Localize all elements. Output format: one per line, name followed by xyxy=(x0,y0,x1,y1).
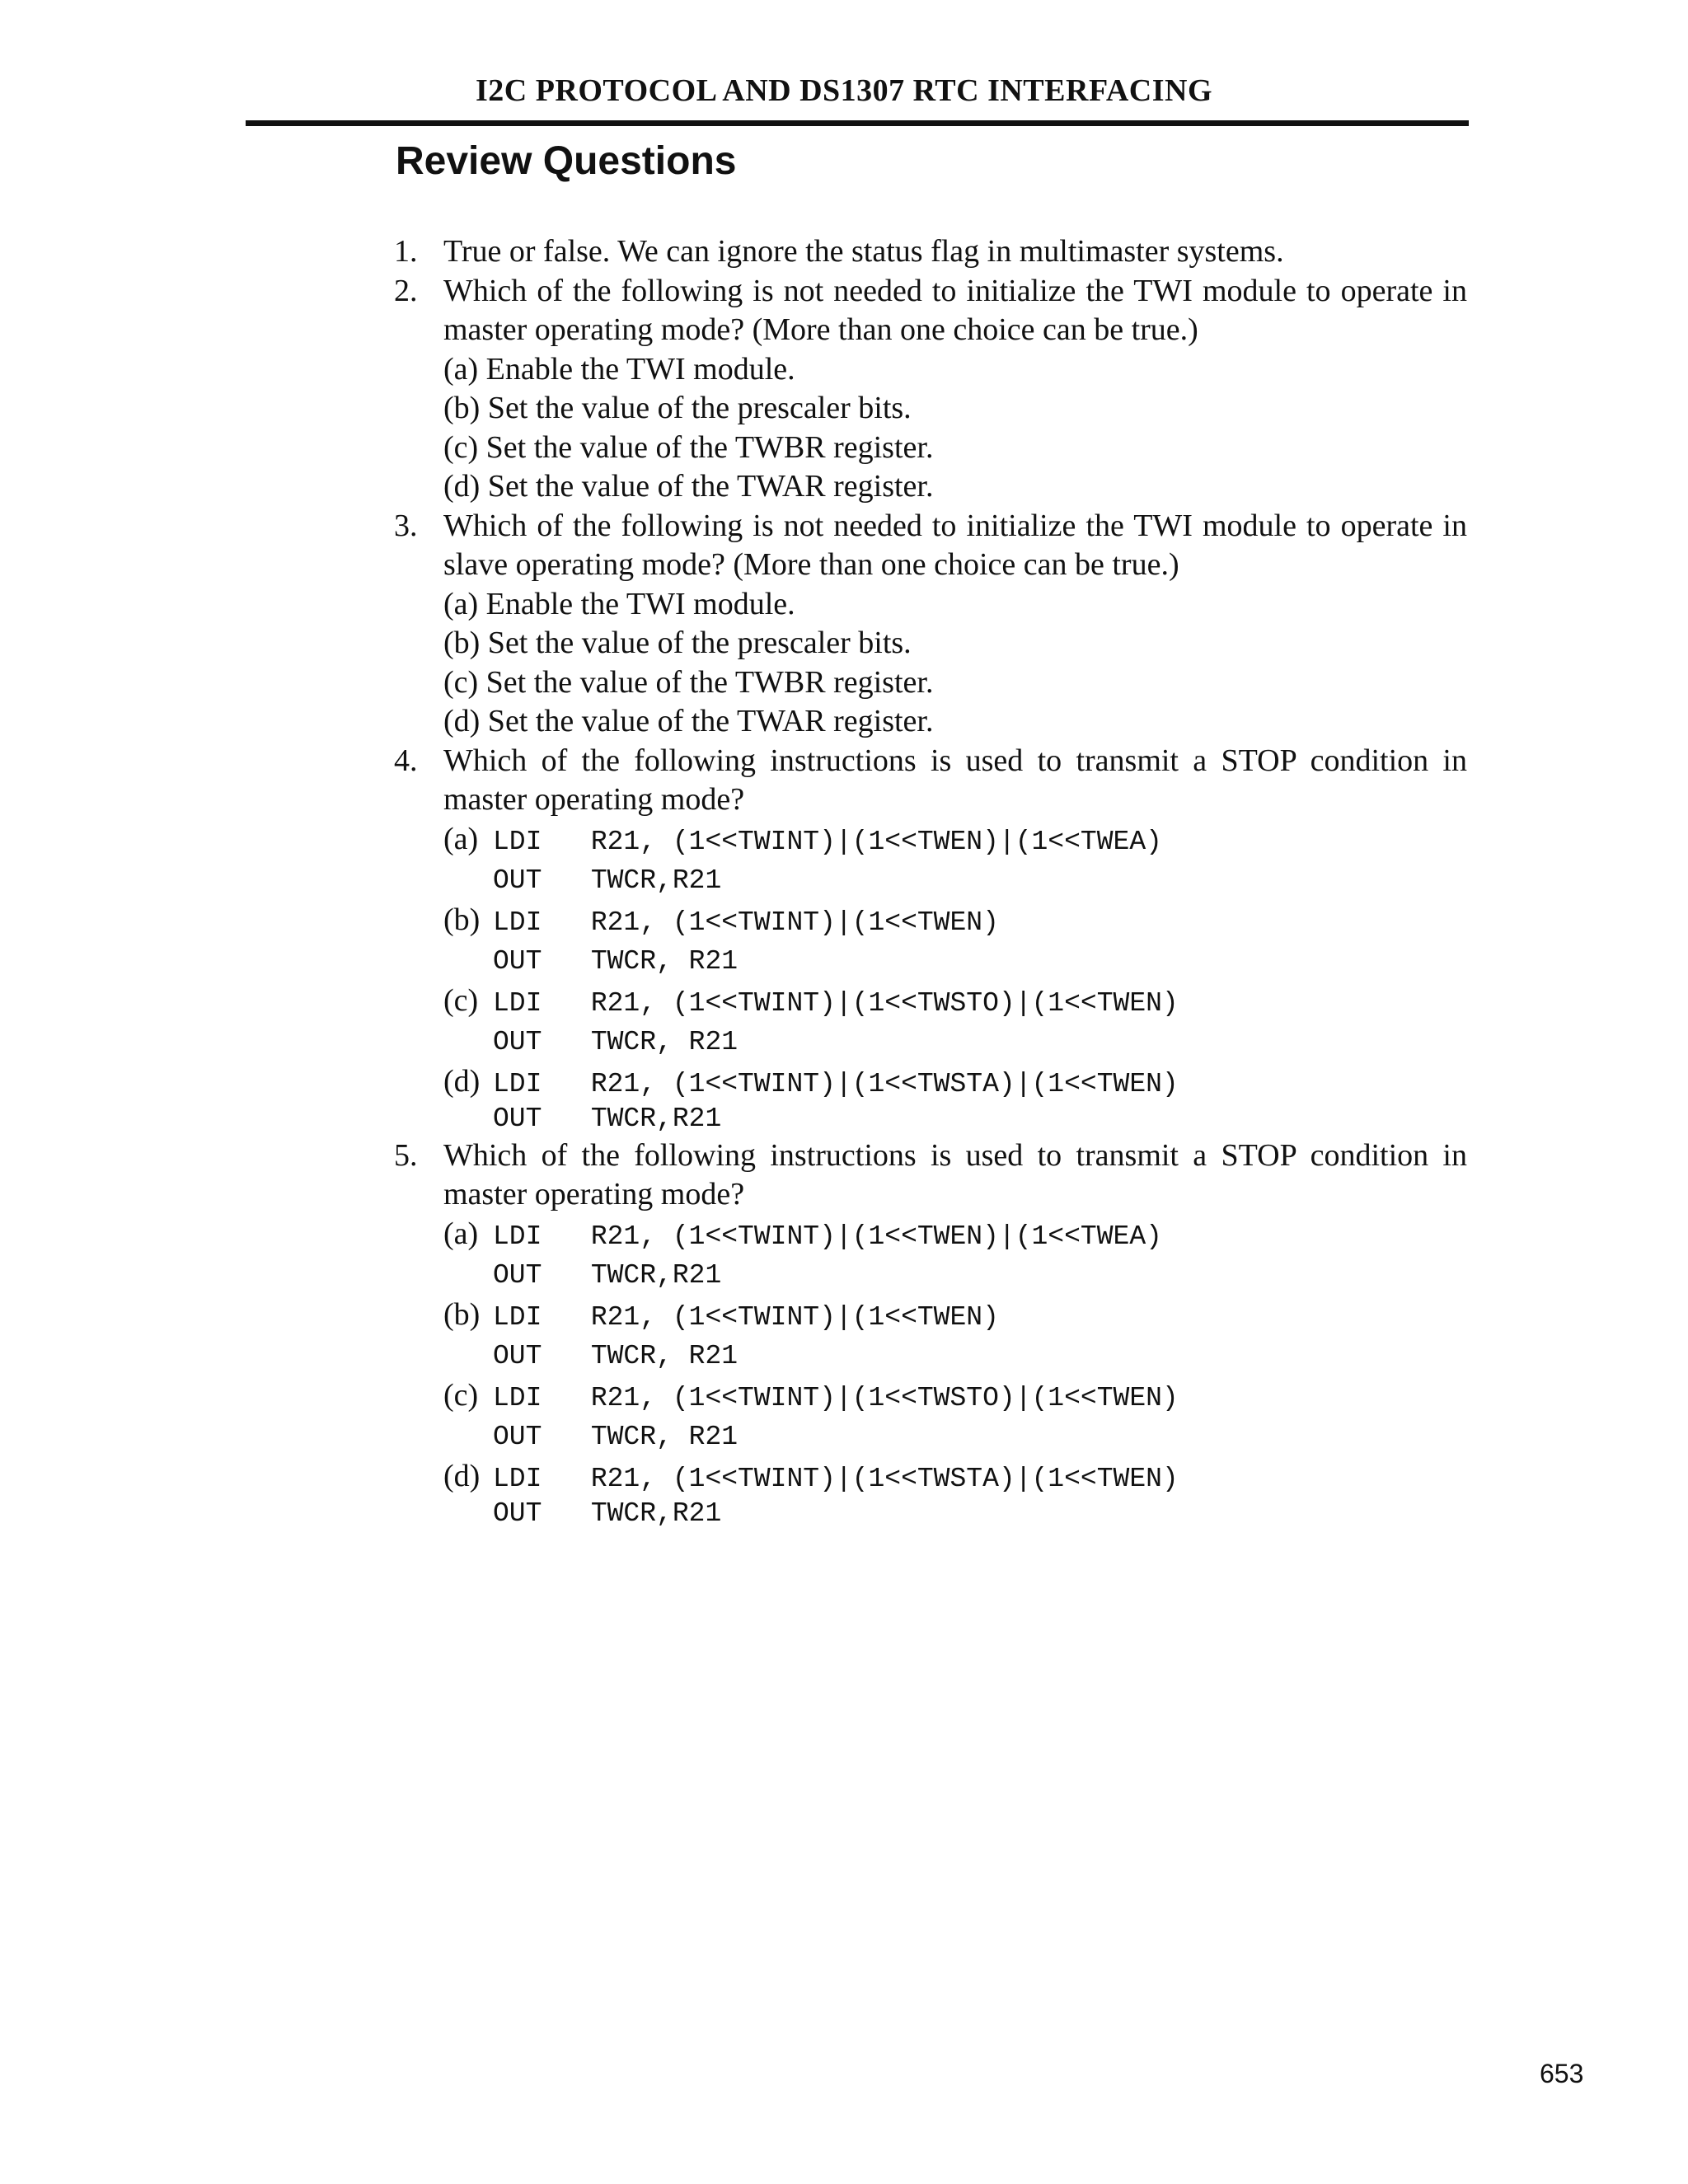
question-2 xyxy=(394,272,1467,507)
answer-choice: (b) Set the value of the prescaler bits. xyxy=(443,626,912,660)
code-block xyxy=(493,903,999,982)
code-choice xyxy=(443,1296,1467,1376)
question-1 xyxy=(394,232,1467,272)
question-text: Which of the following instructions is used to transmit a STOP condition in master operating mode? xyxy=(443,1137,1467,1212)
code-line: OUT TWCR,R21 xyxy=(493,1103,722,1134)
question-3 xyxy=(394,507,1467,742)
question-number: 4. xyxy=(394,743,418,778)
choice-label: (a) xyxy=(443,821,479,856)
code-block xyxy=(493,984,1179,1062)
question-5 xyxy=(394,1137,1467,1531)
running-header: I2C PROTOCOL AND DS1307 RTC INTERFACING xyxy=(475,73,1213,108)
header-rule xyxy=(246,120,1469,126)
code-line: LDI R21, (1<<TWINT)|(1<<TWEN)|(1<<TWEA) xyxy=(493,826,1162,857)
code-line: LDI R21, (1<<TWINT)|(1<<TWEN) xyxy=(493,907,999,938)
code-choice xyxy=(443,1215,1467,1296)
code-line: OUT TWCR, R21 xyxy=(493,1422,738,1452)
section-title: Review Questions xyxy=(396,139,737,183)
code-block xyxy=(493,1067,1179,1137)
choice-label: (d) xyxy=(443,1458,481,1493)
code-line: LDI R21, (1<<TWINT)|(1<<TWEN)|(1<<TWEA) xyxy=(493,1221,1162,1252)
question-number: 5. xyxy=(394,1137,418,1173)
code-line: OUT TWCR,R21 xyxy=(493,1497,722,1529)
question-text: Which of the following instructions is used to transmit a STOP condition in master operating mode? xyxy=(443,743,1467,817)
answer-choice: (d) Set the value of the TWAR register. xyxy=(443,704,934,738)
answer-choice: (c) Set the value of the TWBR register. xyxy=(443,664,934,700)
code-line: LDI R21, (1<<TWINT)|(1<<TWEN) xyxy=(493,1301,999,1333)
question-list xyxy=(394,232,1467,1531)
question-number: 3. xyxy=(394,508,418,543)
code-choice xyxy=(443,1062,1467,1137)
answer-choice: (a) Enable the TWI module. xyxy=(443,351,795,387)
answer-choice: (a) Enable the TWI module. xyxy=(443,586,795,621)
code-block xyxy=(493,1217,1162,1296)
choice-label: (c) xyxy=(443,982,479,1018)
question-text: Which of the following is not needed to initialize the TWI module to operate in master operating mode? (More than one choice can be true.) xyxy=(443,273,1467,347)
code-block xyxy=(493,1379,1179,1457)
code-line: LDI R21, (1<<TWINT)|(1<<TWSTA)|(1<<TWEN) xyxy=(493,1463,1179,1494)
code-line: OUT TWCR, R21 xyxy=(493,1027,738,1057)
choice-label: (b) xyxy=(443,1296,481,1332)
code-line: LDI R21, (1<<TWINT)|(1<<TWSTO)|(1<<TWEN) xyxy=(493,1382,1179,1413)
code-block xyxy=(493,1462,1179,1531)
choice-label: (c) xyxy=(443,1377,479,1413)
code-line: OUT TWCR,R21 xyxy=(493,1260,722,1291)
code-block xyxy=(493,823,1162,901)
code-line: LDI R21, (1<<TWINT)|(1<<TWSTO)|(1<<TWEN) xyxy=(493,987,1179,1019)
question-text: True or false. We can ignore the status flag in multimaster systems. xyxy=(443,234,1284,269)
choice-label: (a) xyxy=(443,1216,479,1251)
question-number: 1. xyxy=(394,234,418,269)
question-text: Which of the following is not needed to initialize the TWI module to operate in slave operating mode? (More than one choice can be true.) xyxy=(443,508,1467,582)
code-choice xyxy=(443,1376,1467,1457)
code-line: OUT TWCR,R21 xyxy=(493,865,722,896)
question-4 xyxy=(394,742,1467,1137)
code-line: LDI R21, (1<<TWINT)|(1<<TWSTA)|(1<<TWEN) xyxy=(493,1068,1179,1099)
page-number: 653 xyxy=(1540,2059,1584,2088)
answer-choice: (d) Set the value of the TWAR register. xyxy=(443,469,934,504)
choice-label: (b) xyxy=(443,902,481,937)
choice-label: (d) xyxy=(443,1063,481,1099)
code-block xyxy=(493,1298,999,1376)
code-line: OUT TWCR, R21 xyxy=(493,946,738,977)
code-choice xyxy=(443,982,1467,1062)
question-number: 2. xyxy=(394,273,418,308)
answer-choice: (c) Set the value of the TWBR register. xyxy=(443,429,934,465)
code-choice xyxy=(443,1457,1467,1531)
code-choice xyxy=(443,901,1467,982)
answer-choice: (b) Set the value of the prescaler bits. xyxy=(443,391,912,425)
code-line: OUT TWCR, R21 xyxy=(493,1341,738,1371)
code-choice xyxy=(443,820,1467,901)
